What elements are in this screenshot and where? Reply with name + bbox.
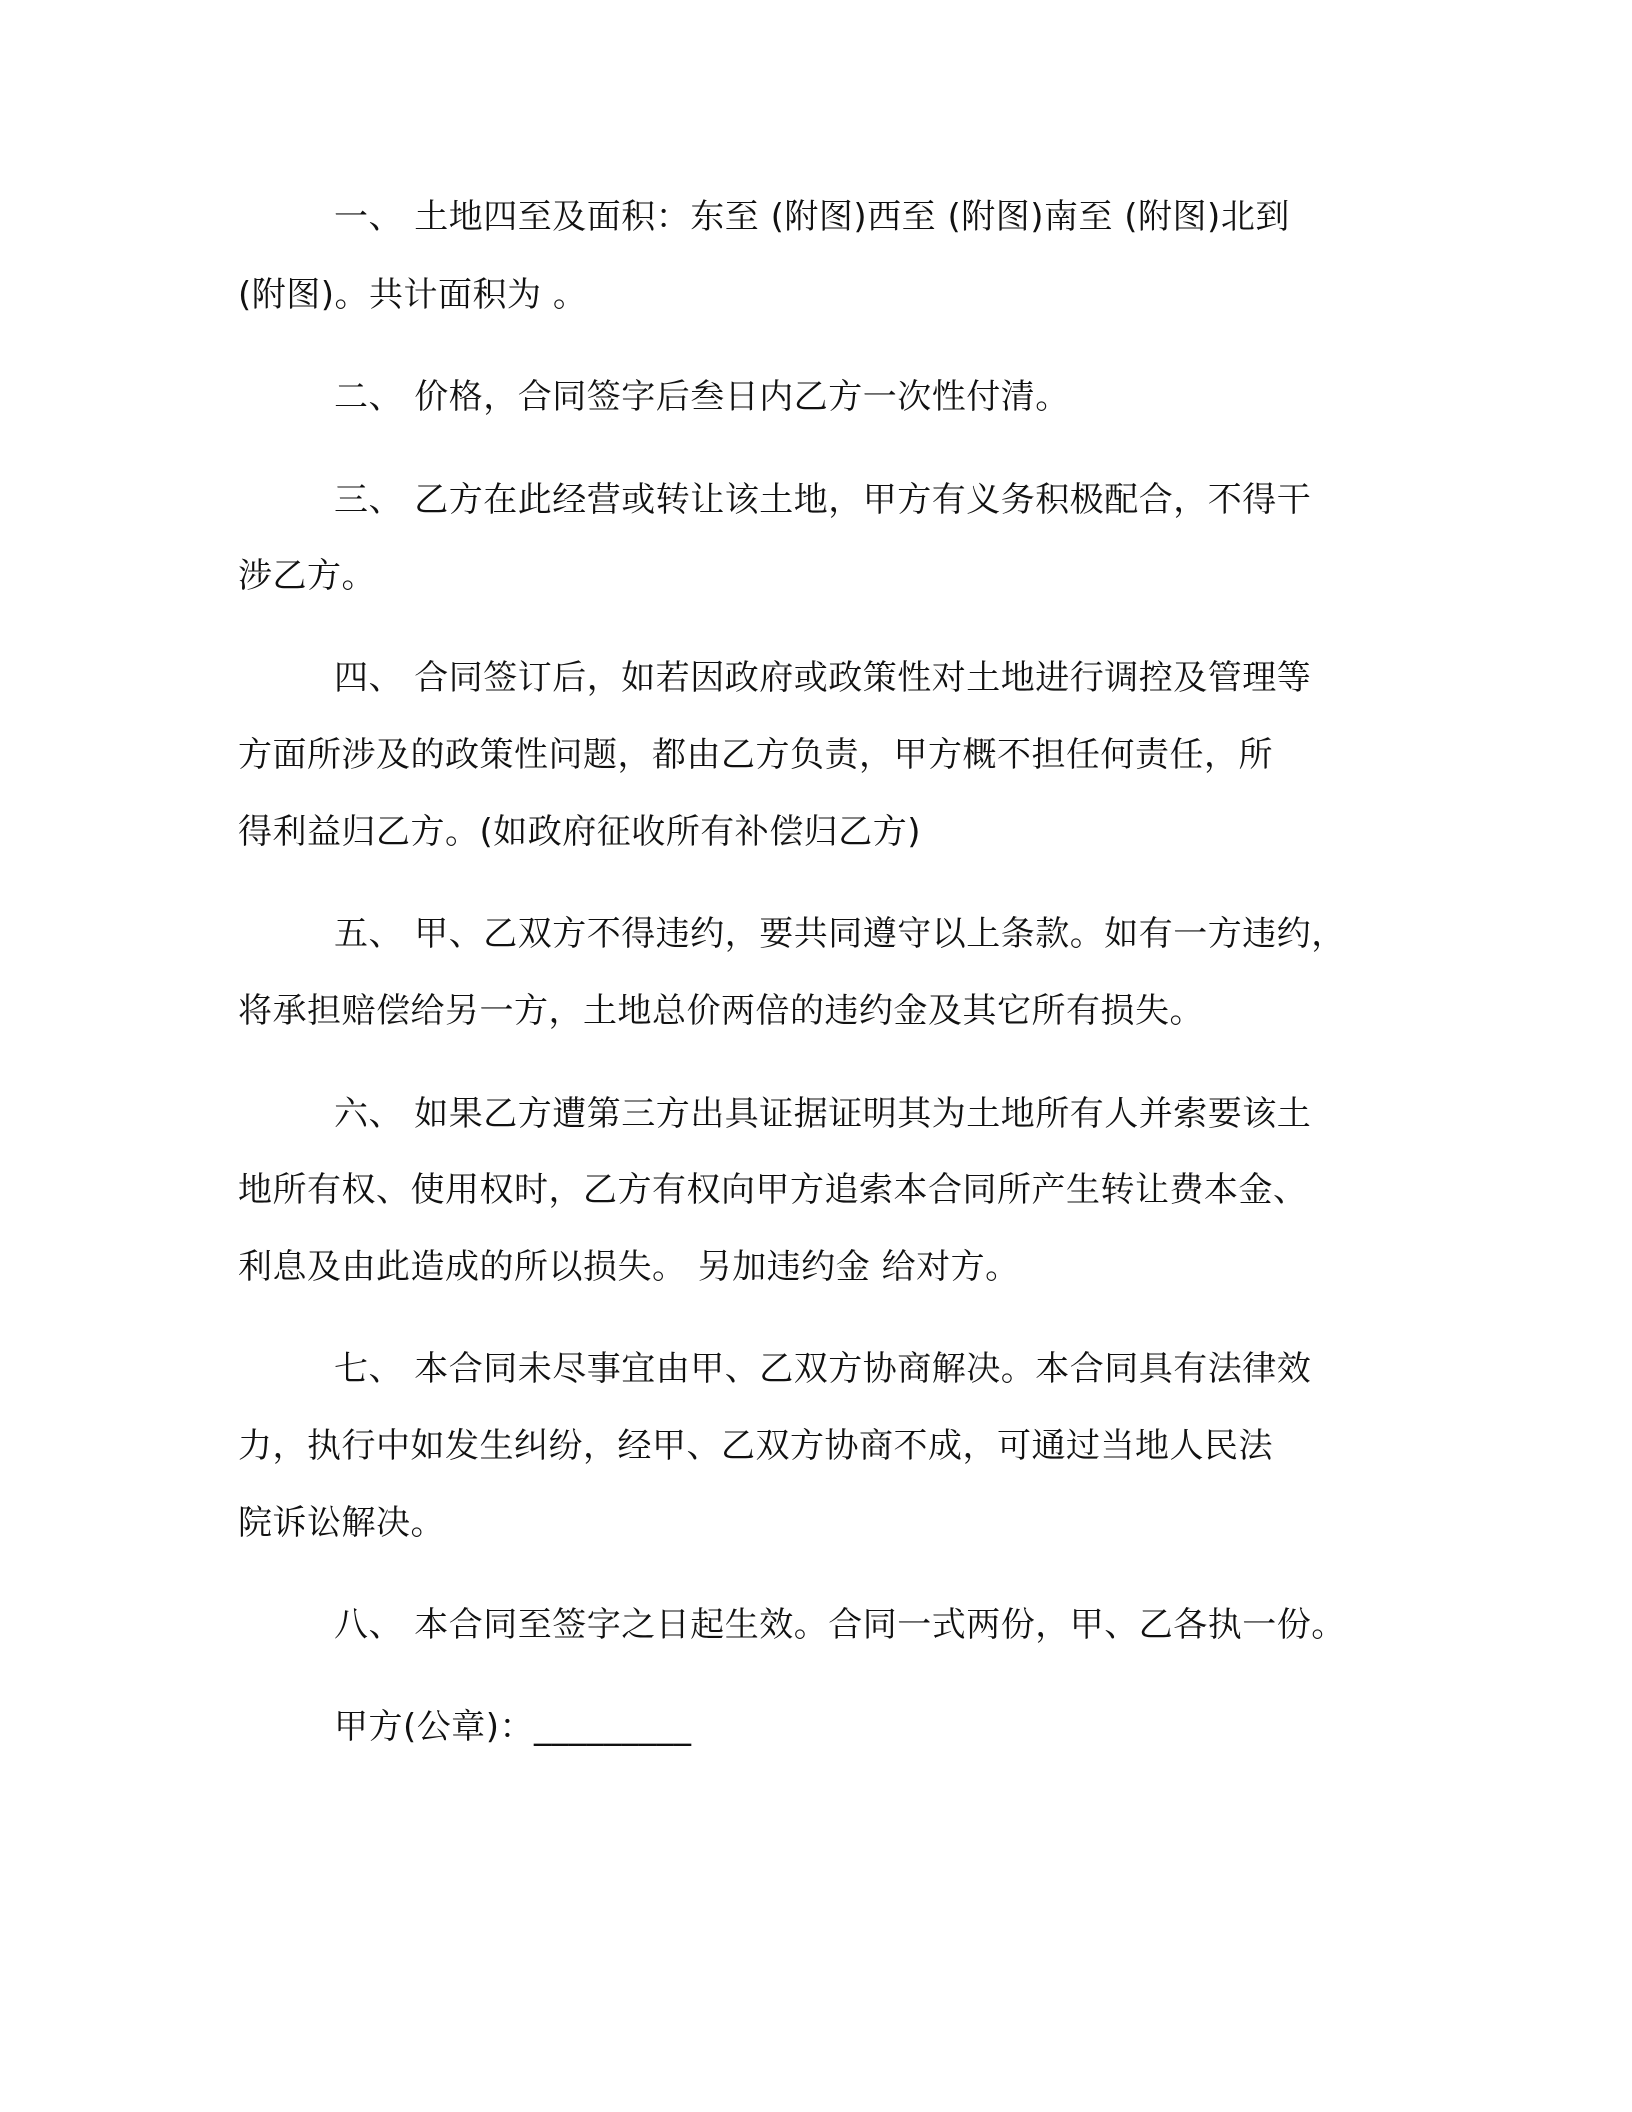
clause-6-line-1: 六、 如果乙方遭第三方出具证据证明其为土地所有人并索要该土 [334,1094,1312,1134]
clause-7-line-2: 力，执行中如发生纠纷，经甲、乙双方协商不成，可通过当地人民法 [238,1426,1273,1466]
clause-2-line-1: 二、 价格，合同签字后叁日内乙方一次性付清。 [334,377,1070,417]
clause-7-line-1: 七、 本合同未尽事宜由甲、乙双方协商解决。本合同具有法律效 [334,1349,1312,1389]
clause-1-line-2: (附图)。共计面积为 。 [238,275,588,315]
clause-8-line-1: 八、 本合同至签字之日起生效。合同一式两份，甲、乙各执一份。 [334,1605,1346,1645]
clause-3-line-2: 涉乙方。 [238,556,376,596]
clause-5-line-2: 将承担赔偿给另一方，土地总价两倍的违约金及其它所有损失。 [238,991,1204,1031]
clause-4-line-3: 得利益归乙方。(如政府征收所有补偿归乙方) [238,812,922,852]
clause-3-line-1: 三、 乙方在此经营或转让该土地，甲方有义务积极配合，不得干 [334,480,1312,520]
party-a-signature-line: 甲方(公章)：_________ [334,1707,692,1747]
clause-5-line-1: 五、 甲、乙双方不得违约，要共同遵守以上条款。如有一方违约， [334,914,1346,954]
clause-1-line-1: 一、 土地四至及面积：东至 (附图)西至 (附图)南至 (附图)北到 [334,197,1290,237]
clause-4-line-1: 四、 合同签订后，如若因政府或政策性对土地进行调控及管理等 [334,658,1312,698]
clause-7-line-3: 院诉讼解决。 [238,1503,445,1543]
clause-6-line-3: 利息及由此造成的所以损失。 另加违约金 给对方。 [238,1247,1020,1287]
clause-4-line-2: 方面所涉及的政策性问题，都由乙方负责，甲方概不担任何责任，所 [238,735,1273,775]
clause-6-line-2: 地所有权、使用权时，乙方有权向甲方追索本合同所产生转让费本金、 [238,1170,1308,1210]
